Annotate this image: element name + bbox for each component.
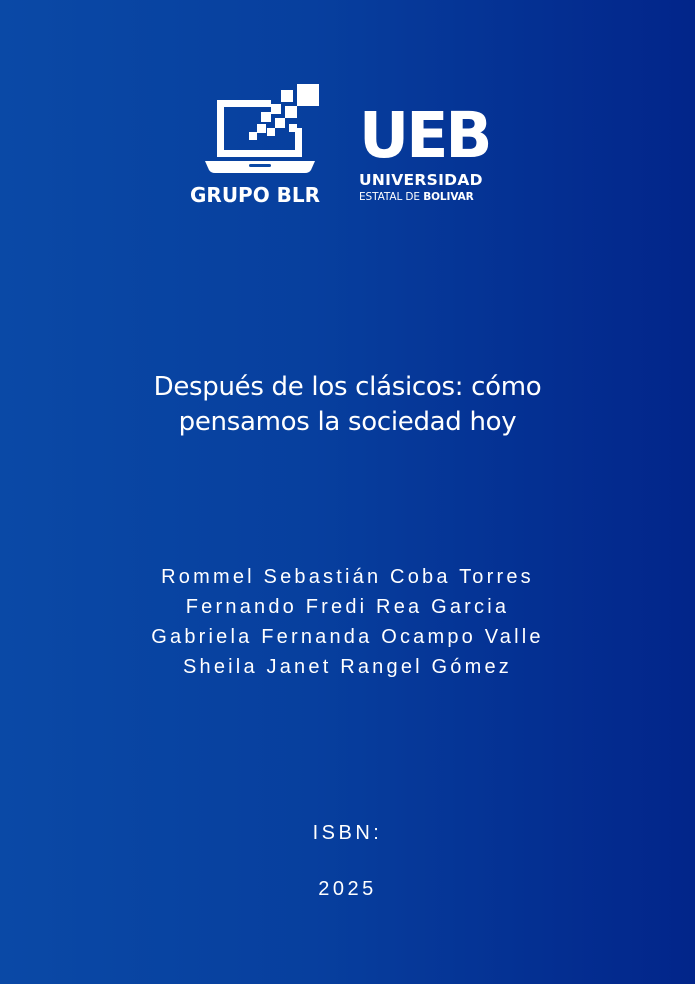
isbn-label: ISBN: [312, 822, 383, 844]
book-title [60, 370, 635, 440]
ueb-bolivar-word: BOLIVAR [423, 191, 474, 203]
author-list [40, 562, 655, 682]
grupo-blr-label: GRUPO BLR [190, 183, 321, 207]
ueb-estatal-prefix: ESTATAL DE [359, 191, 424, 203]
book-title-line-1: Después de los clásicos: cómo [153, 372, 542, 402]
ueb-universidad-label: UNIVERSIDAD [359, 171, 483, 189]
author-name: Rommel Sebastián Coba Torres [161, 566, 534, 588]
author-name: Sheila Janet Rangel Gómez [182, 656, 513, 678]
author-name: Fernando Fredi Rea Garcia [185, 596, 510, 618]
ueb-estatal-label [359, 191, 474, 203]
author-name: Gabriela Fernanda Ocampo Valle [151, 626, 544, 648]
publication-year: 2025 [318, 878, 377, 900]
book-title-line-2: pensamos la sociedad hoy [178, 407, 517, 437]
ueb-wordmark: UEB [359, 99, 490, 172]
laptop-icon [199, 84, 324, 179]
